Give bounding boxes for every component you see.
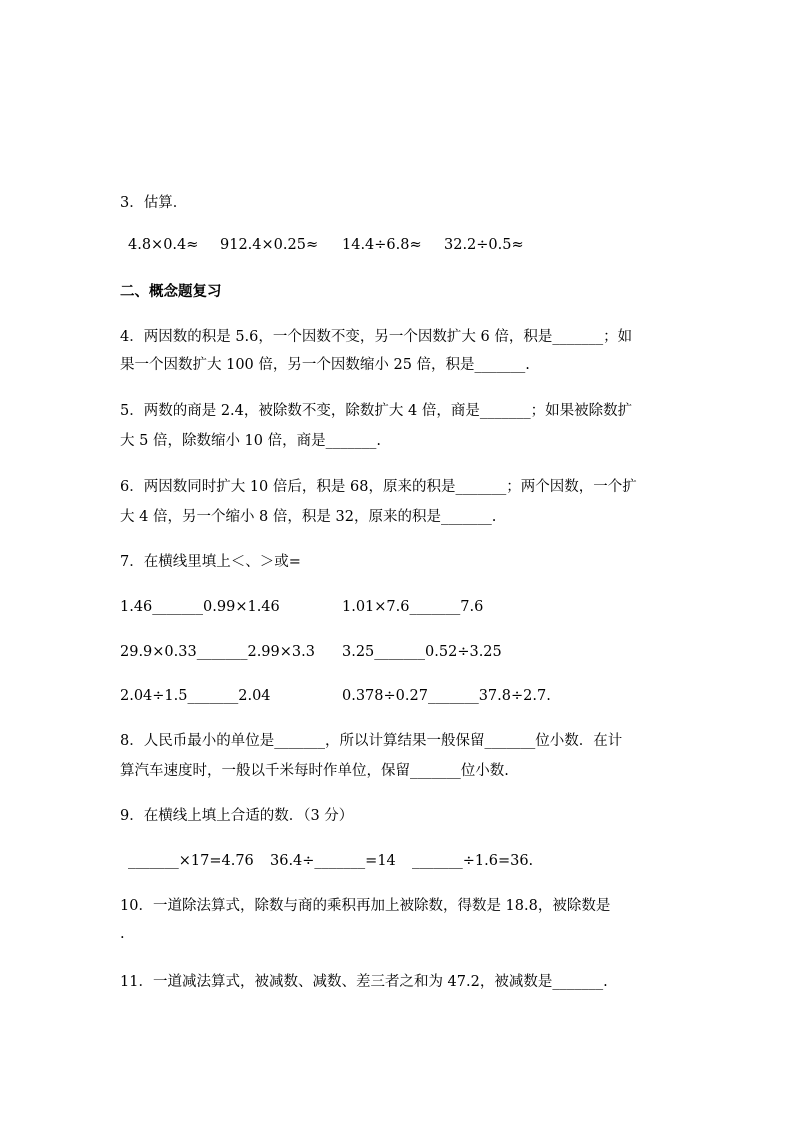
compare-item: 3.25_______0.52÷3.25: [342, 644, 502, 660]
q5-line2: 大 5 倍，除数缩小 10 倍，商是_______.: [120, 433, 381, 449]
q4-line1: 4．两因数的积是 5.6，一个因数不变，另一个因数扩大 6 倍，积是_______；如: [120, 329, 633, 345]
q6-line1: 6．两因数同时扩大 10 倍后，积是 68，原来的积是_______；两个因数，一个扩: [120, 479, 637, 495]
q7-row-2: [120, 642, 502, 662]
q8-line2: 算汽车速度时，一般以千米每时作单位，保留_______位小数.: [120, 763, 509, 779]
q7-row-3: [120, 686, 551, 706]
estimate-4: 32.2÷0.5≈: [444, 237, 524, 253]
estimate-2: 912.4×0.25≈: [220, 237, 319, 253]
q7-row-1: [120, 597, 483, 617]
q6-line2: 大 4 倍，另一个缩小 8 倍，积是 32，原来的积是_______.: [120, 509, 497, 525]
fill-item: _______÷1.6=36.: [412, 853, 534, 869]
q9-title: 9．在横线上填上合适的数．（3 分）: [120, 808, 354, 824]
fill-item: 36.4÷_______=14: [270, 853, 396, 869]
q8-line1: 8．人民币最小的单位是_______，所以计算结果一般保留_______位小数．在计: [120, 733, 623, 749]
q10-line1: 10．一道除法算式，除数与商的乘积再加上被除数，得数是 18.8，被除数是: [120, 898, 611, 914]
q5-line1: 5．两数的商是 2.4，被除数不变，除数扩大 4 倍，商是_______；如果被除数扩: [120, 403, 633, 419]
q3-estimates: [128, 235, 524, 255]
q3-title: 3．估算．: [120, 195, 188, 211]
q10-line2: .: [120, 926, 125, 942]
q7-title: 7．在横线里填上＜、＞或=: [120, 554, 301, 570]
q11-line1: 11．一道减法算式，被减数、减数、差三者之和为 47.2，被减数是_______.: [120, 974, 608, 990]
q9-items: [128, 851, 533, 871]
estimate-3: 14.4÷6.8≈: [342, 237, 422, 253]
compare-item: 0.378÷0.27_______37.8÷2.7.: [342, 688, 551, 704]
q4-line2: 果一个因数扩大 100 倍，另一个因数缩小 25 倍，积是_______.: [120, 357, 530, 373]
compare-item: 1.01×7.6_______7.6: [342, 599, 484, 615]
section2-title: 二、概念题复习: [120, 284, 222, 300]
compare-item: 29.9×0.33_______2.99×3.3: [120, 644, 315, 660]
estimate-1: 4.8×0.4≈: [128, 237, 199, 253]
compare-item: 2.04÷1.5_______2.04: [120, 688, 271, 704]
fill-item: _______×17=4.76: [128, 853, 254, 869]
compare-item: 1.46_______0.99×1.46: [120, 599, 280, 615]
